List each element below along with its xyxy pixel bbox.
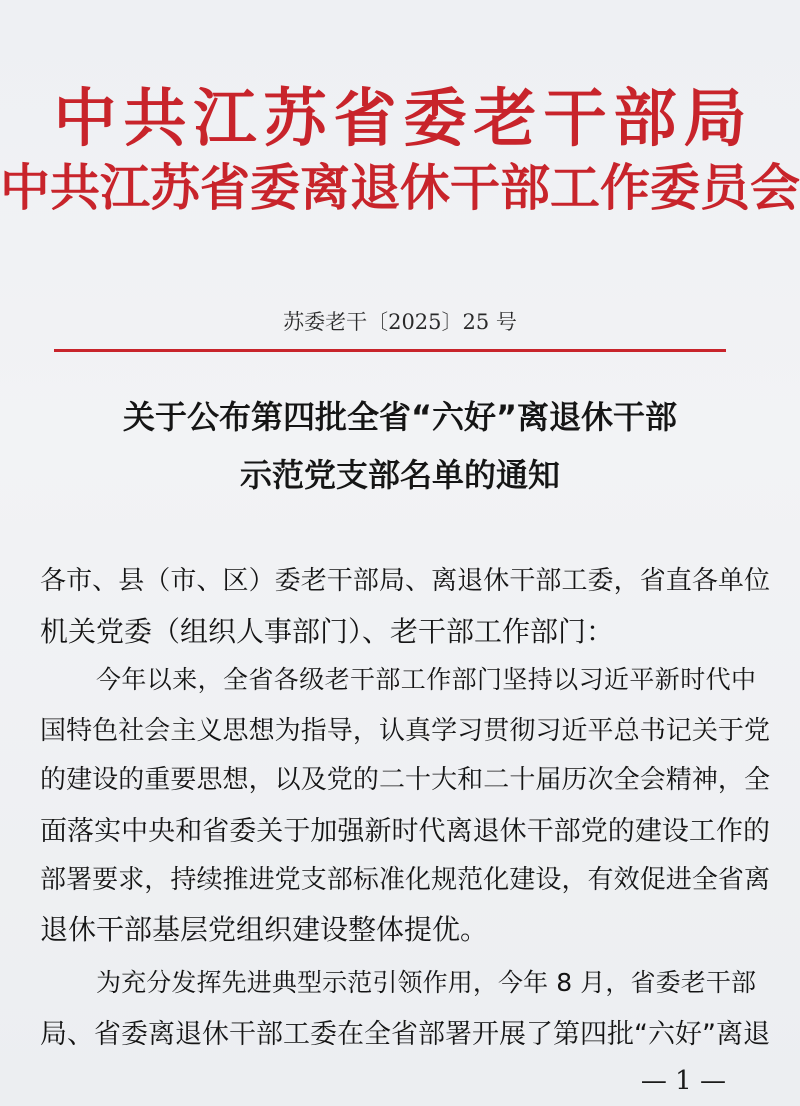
paragraph1-line2: 国特色社会主义思想为指导，认真学习贯彻习近平总书记关于党 (40, 716, 770, 746)
paragraph2-line2: 局、省委离退休干部工委在全省部署开展了第四批“六好”离退 (40, 1019, 770, 1050)
document-number: 苏委老干〔2025〕25 号 (283, 310, 517, 334)
issuer-title-line2: 中共江苏省委离退休干部工作委员会 (0, 158, 800, 217)
paragraph1-line4: 面落实中央和省委关于加强新时代离退休干部党的建设工作的 (40, 816, 770, 847)
paragraph2-line1: 为充分发挥先进典型示范引领作用，今年 8 月，省委老干部 (96, 968, 756, 997)
paragraph1-line6: 退休干部基层党组织建设整体提优。 (40, 913, 489, 946)
page-number: — 1 — (640, 1066, 726, 1096)
paragraph1-line5: 部署要求，持续推进党支部标准化规范化建设，有效促进全省离 (40, 865, 770, 895)
notice-title-line1: 关于公布第四批全省“六好”离退休干部 (122, 398, 678, 436)
notice-title-line2: 示范党支部名单的通知 (239, 456, 560, 494)
paragraph1-line1: 今年以来，全省各级老干部工作部门坚持以习近平新时代中 (96, 665, 756, 694)
red-divider-rule (54, 349, 726, 352)
addressee-line2: 机关党委（组织人事部门）、老干部工作部门： (40, 615, 615, 648)
issuer-title-line1: 中共江苏省委老干部局 (53, 81, 754, 155)
paragraph1-line3: 的建设的重要思想，以及党的二十大和二十届历次全会精神，全 (40, 765, 770, 795)
addressee-line1: 各市、县（市、区）委老干部局、离退休干部工委，省直各单位 (40, 566, 770, 596)
